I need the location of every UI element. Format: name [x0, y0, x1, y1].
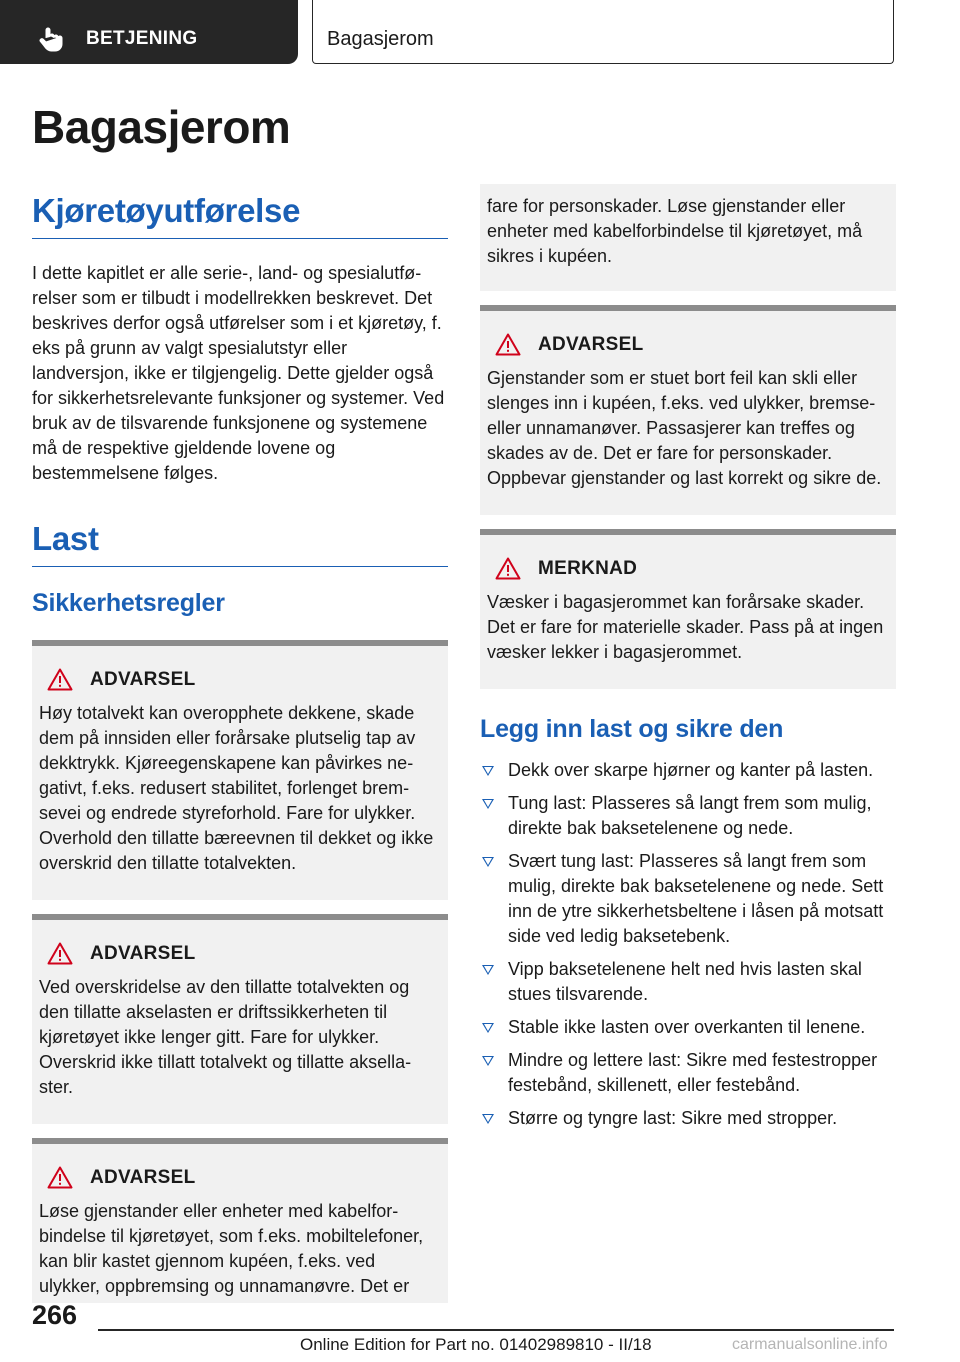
chapter-tab — [0, 0, 298, 64]
list-item-text: Dekk over skarpe hjørner og kanter på lasten. — [508, 760, 874, 780]
heading-vehicle: Kjøretøyutførelse — [32, 192, 448, 239]
hand-pointer-icon — [38, 26, 64, 52]
warning-text: Gjenstander som er stuet bort feil kan skli eller slenges inn i kupéen, f.eks. ved ulykker, bremse- eller unnamanøver. Passasjerer kan treffes og skades av de. Det er fare for personskader. Oppbevar gjenstander og last korrekt og sikre de. — [487, 368, 882, 488]
notice-box — [480, 529, 896, 689]
page-number: 266 — [32, 1300, 78, 1330]
heading-load: Legg inn last og sikre den — [480, 715, 784, 743]
warning-text: Ved overskridelse av den tillatte totalvekten og den tillatte akselasten er driftssikkerheten til kjøretøyet ikke lenger gitt. Fare for ulykker. Overskrid ikke tillatt totalvekt og tillatte aksellaster. — [39, 977, 412, 1097]
warning-triangle-icon — [47, 1166, 73, 1189]
warning-title: ADVARSEL — [90, 1166, 196, 1188]
left-column — [32, 192, 448, 1303]
warning-text: Løse gjenstander eller enheter med kabelforbindelse til kjøretøyet, som f.eks. mobiltelefoner, kan blir kastet gjennom kupéen, f.eks. ved ulykker, oppbremsing og unnamanøvre. Det er — [39, 1201, 424, 1296]
warning-header — [495, 333, 886, 356]
warning-continuation — [480, 184, 896, 291]
list-item — [480, 1048, 896, 1098]
load-list — [480, 758, 896, 1131]
warning-header — [47, 1166, 438, 1189]
triangle-bullet-icon — [482, 1056, 494, 1066]
right-column — [480, 184, 896, 1139]
list-item — [480, 791, 896, 841]
warning-box — [32, 640, 448, 900]
warning-title: ADVARSEL — [90, 942, 196, 964]
chapter-label: BETJENING — [86, 28, 198, 49]
list-item-text: Mindre og lettere last: Sikre med festestropper festebånd, skillenett, eller festebånd. — [508, 1050, 878, 1095]
warning-box — [480, 305, 896, 515]
warning-title: ADVARSEL — [538, 333, 644, 355]
list-item — [480, 1015, 896, 1040]
section-title: Bagasjerom — [327, 28, 434, 50]
page-title: Bagasjerom — [32, 101, 291, 153]
vehicle-paragraph: I dette kapitlet er alle serie-, land- og spesialutførelser som er tilbudt i modellrekken beskrevet. Det beskrives derfor også utførelser som i et kjøretøy, f. eks på grunn av valgt spesialutstyr eller landversjon, ikke er tilgjengelig. Dette gjelder også for sikkerhetsrelevante funksjoner og systemer. Ved bruk av de tilsvarende funksjonene og systemene må de respektive gjeldende lovene og bestemmelsene følges. — [32, 263, 445, 483]
triangle-bullet-icon — [482, 1023, 494, 1033]
notice-text: Væsker i bagasjerommet kan forårsake skader. Det er fare for materielle skader. Pass på at ingen væsker lekker i bagasjerommet. — [487, 592, 884, 662]
list-item — [480, 957, 896, 1007]
warning-triangle-icon — [495, 333, 521, 356]
warning-title: ADVARSEL — [90, 668, 196, 690]
warning-header — [47, 668, 438, 691]
triangle-bullet-icon — [482, 1114, 494, 1124]
warning-continuation-text: fare for personskader. Løse gjenstander eller enheter med kabelforbindelse til kjøretøyet, må sikres i kupéen. — [487, 196, 863, 266]
list-item-text: Tung last: Plasseres så langt frem som mulig, direkte bak baksetelenene og nede. — [508, 793, 872, 838]
triangle-bullet-icon — [482, 799, 494, 809]
heading-last: Last — [32, 520, 448, 567]
warning-text: Høy totalvekt kan overopphete dekkene, skade dem på innsiden eller forårsake plutselig tap av dekktrykk. Kjøreegenskapene kan påvirkes negativt, f.eks. redusert stabilitet, forlenget bremsevei og endrede styreforhold. Fare for ulykker. Overhold den tillatte bæreevnen til dekket og ikke overskrid den tillatte totalvekten. — [39, 703, 434, 873]
heading-safety-rules: Sikkerhetsregler — [32, 589, 225, 617]
warning-box — [32, 1138, 448, 1303]
warning-triangle-icon — [495, 557, 521, 580]
triangle-bullet-icon — [482, 766, 494, 776]
list-item — [480, 758, 896, 783]
section-header — [312, 0, 894, 64]
notice-title: MERKNAD — [538, 557, 638, 579]
triangle-bullet-icon — [482, 857, 494, 867]
warning-triangle-icon — [47, 668, 73, 691]
list-item — [480, 849, 896, 949]
list-item — [480, 1106, 896, 1131]
notice-header — [495, 557, 886, 580]
list-item-text: Vipp baksetelenene helt ned hvis lasten skal stues tilsvarende. — [508, 959, 862, 1004]
triangle-bullet-icon — [482, 965, 494, 975]
list-item-text: Større og tyngre last: Sikre med stropper. — [508, 1108, 838, 1128]
footer-divider — [98, 1329, 894, 1331]
warning-box — [32, 914, 448, 1124]
list-item-text: Stable ikke lasten over overkanten til lenene. — [508, 1017, 866, 1037]
warning-header — [47, 942, 438, 965]
list-item-text: Svært tung last: Plasseres så langt frem som mulig, direkte bak baksetelenene og nede. Sett inn de ytre sikkerhetsbeltene i låsen på motsatt side ved ledig baksetebenk. — [508, 851, 884, 946]
footer-edition: Online Edition for Part no. 01402989810 - II/18 — [300, 1335, 652, 1354]
footer-watermark: carmanualsonline.info — [732, 1336, 888, 1353]
warning-triangle-icon — [47, 942, 73, 965]
